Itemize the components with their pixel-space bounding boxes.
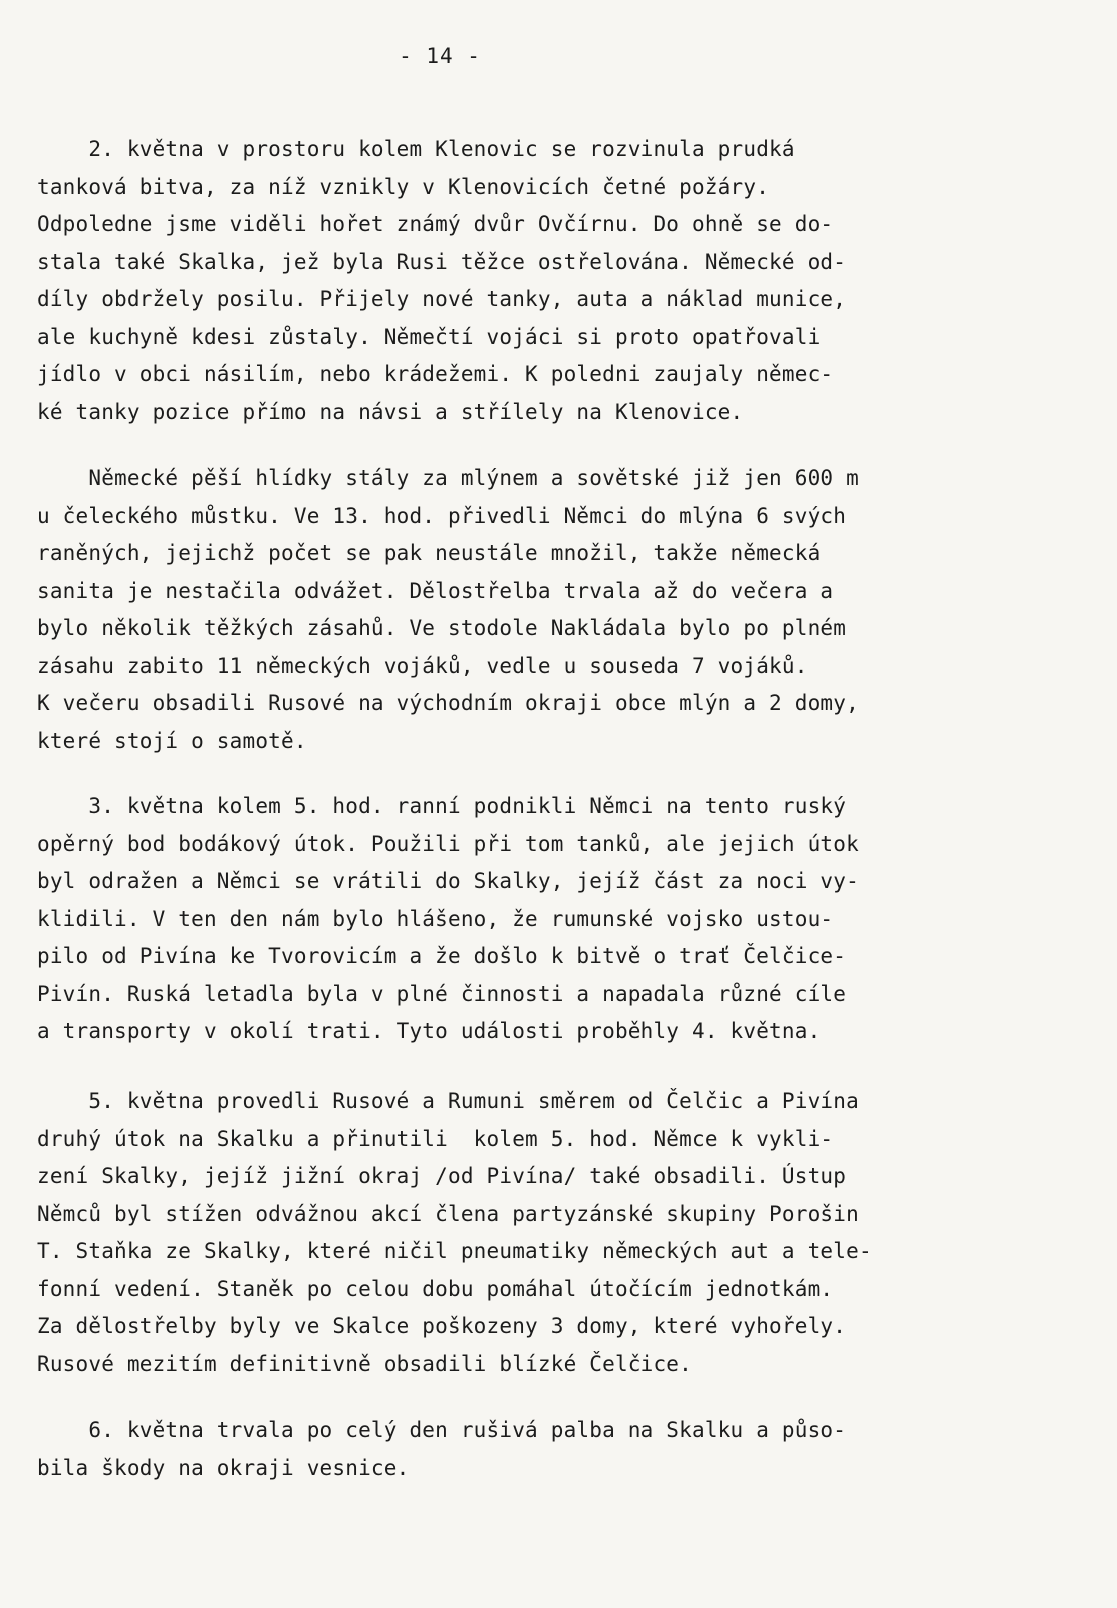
text-line: a transporty v okolí trati. Tyto události proběhly 4. května. xyxy=(37,1019,821,1043)
text-line: Němců byl stížen odvážnou akcí člena partyzánské skupiny Porošin xyxy=(37,1201,859,1226)
paragraph-may-3 xyxy=(37,788,1082,1051)
text-line: klidili. V ten den nám bylo hlášeno, že rumunské vojsko ustou- xyxy=(37,906,834,931)
text-line: byl odražen a Němci se vrátili do Skalky, jejíž část za noci vy- xyxy=(37,869,859,893)
text-line: ale kuchyně kdesi zůstaly. Němečtí vojáci si proto opatřovali xyxy=(37,324,821,349)
text-line: Odpoledne jsme viděli hořet známý dvůr Ovčírnu. Do ohně se do- xyxy=(37,212,834,236)
paragraph-may-2 xyxy=(37,131,1082,431)
text-line: 3. května kolem 5. hod. ranní podnikli Němci na tento ruský xyxy=(37,794,847,818)
page-number: - 14 - xyxy=(399,44,481,68)
text-line: jídlo v obci násilím, nebo krádežemi. K poledni zaujaly němec- xyxy=(37,362,834,386)
text-line: u čeleckého můstku. Ve 13. hod. přivedli Němci do mlýna 6 svých xyxy=(37,503,847,528)
text-line: bila škody na okraji vesnice. xyxy=(37,1455,410,1480)
text-line: 2. května v prostoru kolem Klenovic se rozvinula prudká xyxy=(37,137,795,161)
text-line: stala také Skalka, jež byla Rusi těžce ostřelována. Německé od- xyxy=(37,249,847,274)
text-line: pilo od Pivína ke Tvorovicím a že došlo k bitvě o trať Čelčice- xyxy=(37,944,847,968)
text-line: které stojí o samotě. xyxy=(37,728,307,753)
paragraph-may-6 xyxy=(37,1412,1082,1487)
paragraph-may-5 xyxy=(37,1083,1082,1383)
text-line: raněných, jejichž počet se pak neustále množil, takže německá xyxy=(37,541,821,565)
text-line: bylo několik těžkých zásahů. Ve stodole Nakládala bylo po plném xyxy=(37,616,847,640)
paragraph-patrols xyxy=(37,460,1082,760)
text-line: Rusové mezitím definitivně obsadili blízké Čelčice. xyxy=(37,1351,692,1376)
text-line: 5. května provedli Rusové a Rumuni směrem od Čelčic a Pivína xyxy=(37,1089,859,1113)
text-line: druhý útok na Skalku a přinutili kolem 5. hod. Němce k vykli- xyxy=(37,1126,834,1151)
text-line: tanková bitva, za níž vznikly v Klenovicích četné požáry. xyxy=(37,174,770,199)
text-line: Německé pěší hlídky stály za mlýnem a sovětské již jen 600 m xyxy=(37,466,859,490)
text-line: opěrný bod bodákový útok. Použili při tom tanků, ale jejich útok xyxy=(37,831,859,856)
text-line: díly obdržely posilu. Přijely nové tanky, auta a náklad munice, xyxy=(37,287,847,311)
text-line: K večeru obsadili Rusové na východním okraji obce mlýn a 2 domy, xyxy=(37,691,859,715)
text-line: 6. května trvala po celý den rušivá palba na Skalku a půso- xyxy=(37,1418,847,1442)
text-line: T. Staňka ze Skalky, které ničil pneumatiky německých aut a tele- xyxy=(37,1239,872,1263)
text-line: Za dělostřelby byly ve Skalce poškozeny 3 domy, které vyhořely. xyxy=(37,1314,847,1338)
text-line: sanita je nestačila odvážet. Dělostřelba trvala až do večera a xyxy=(37,578,834,603)
text-line: ké tanky pozice přímo na návsi a střílely na Klenovice. xyxy=(37,399,744,424)
text-line: zásahu zabito 11 německých vojáků, vedle u souseda 7 vojáků. xyxy=(37,653,808,678)
text-line: zení Skalky, jejíž jižní okraj /od Pivína/ také obsadili. Ústup xyxy=(37,1164,847,1188)
text-line: Pivín. Ruská letadla byla v plné činnosti a napadala různé cíle xyxy=(37,981,847,1006)
text-line: fonní vedení. Staněk po celou dobu pomáhal útočícím jednotkám. xyxy=(37,1276,834,1301)
